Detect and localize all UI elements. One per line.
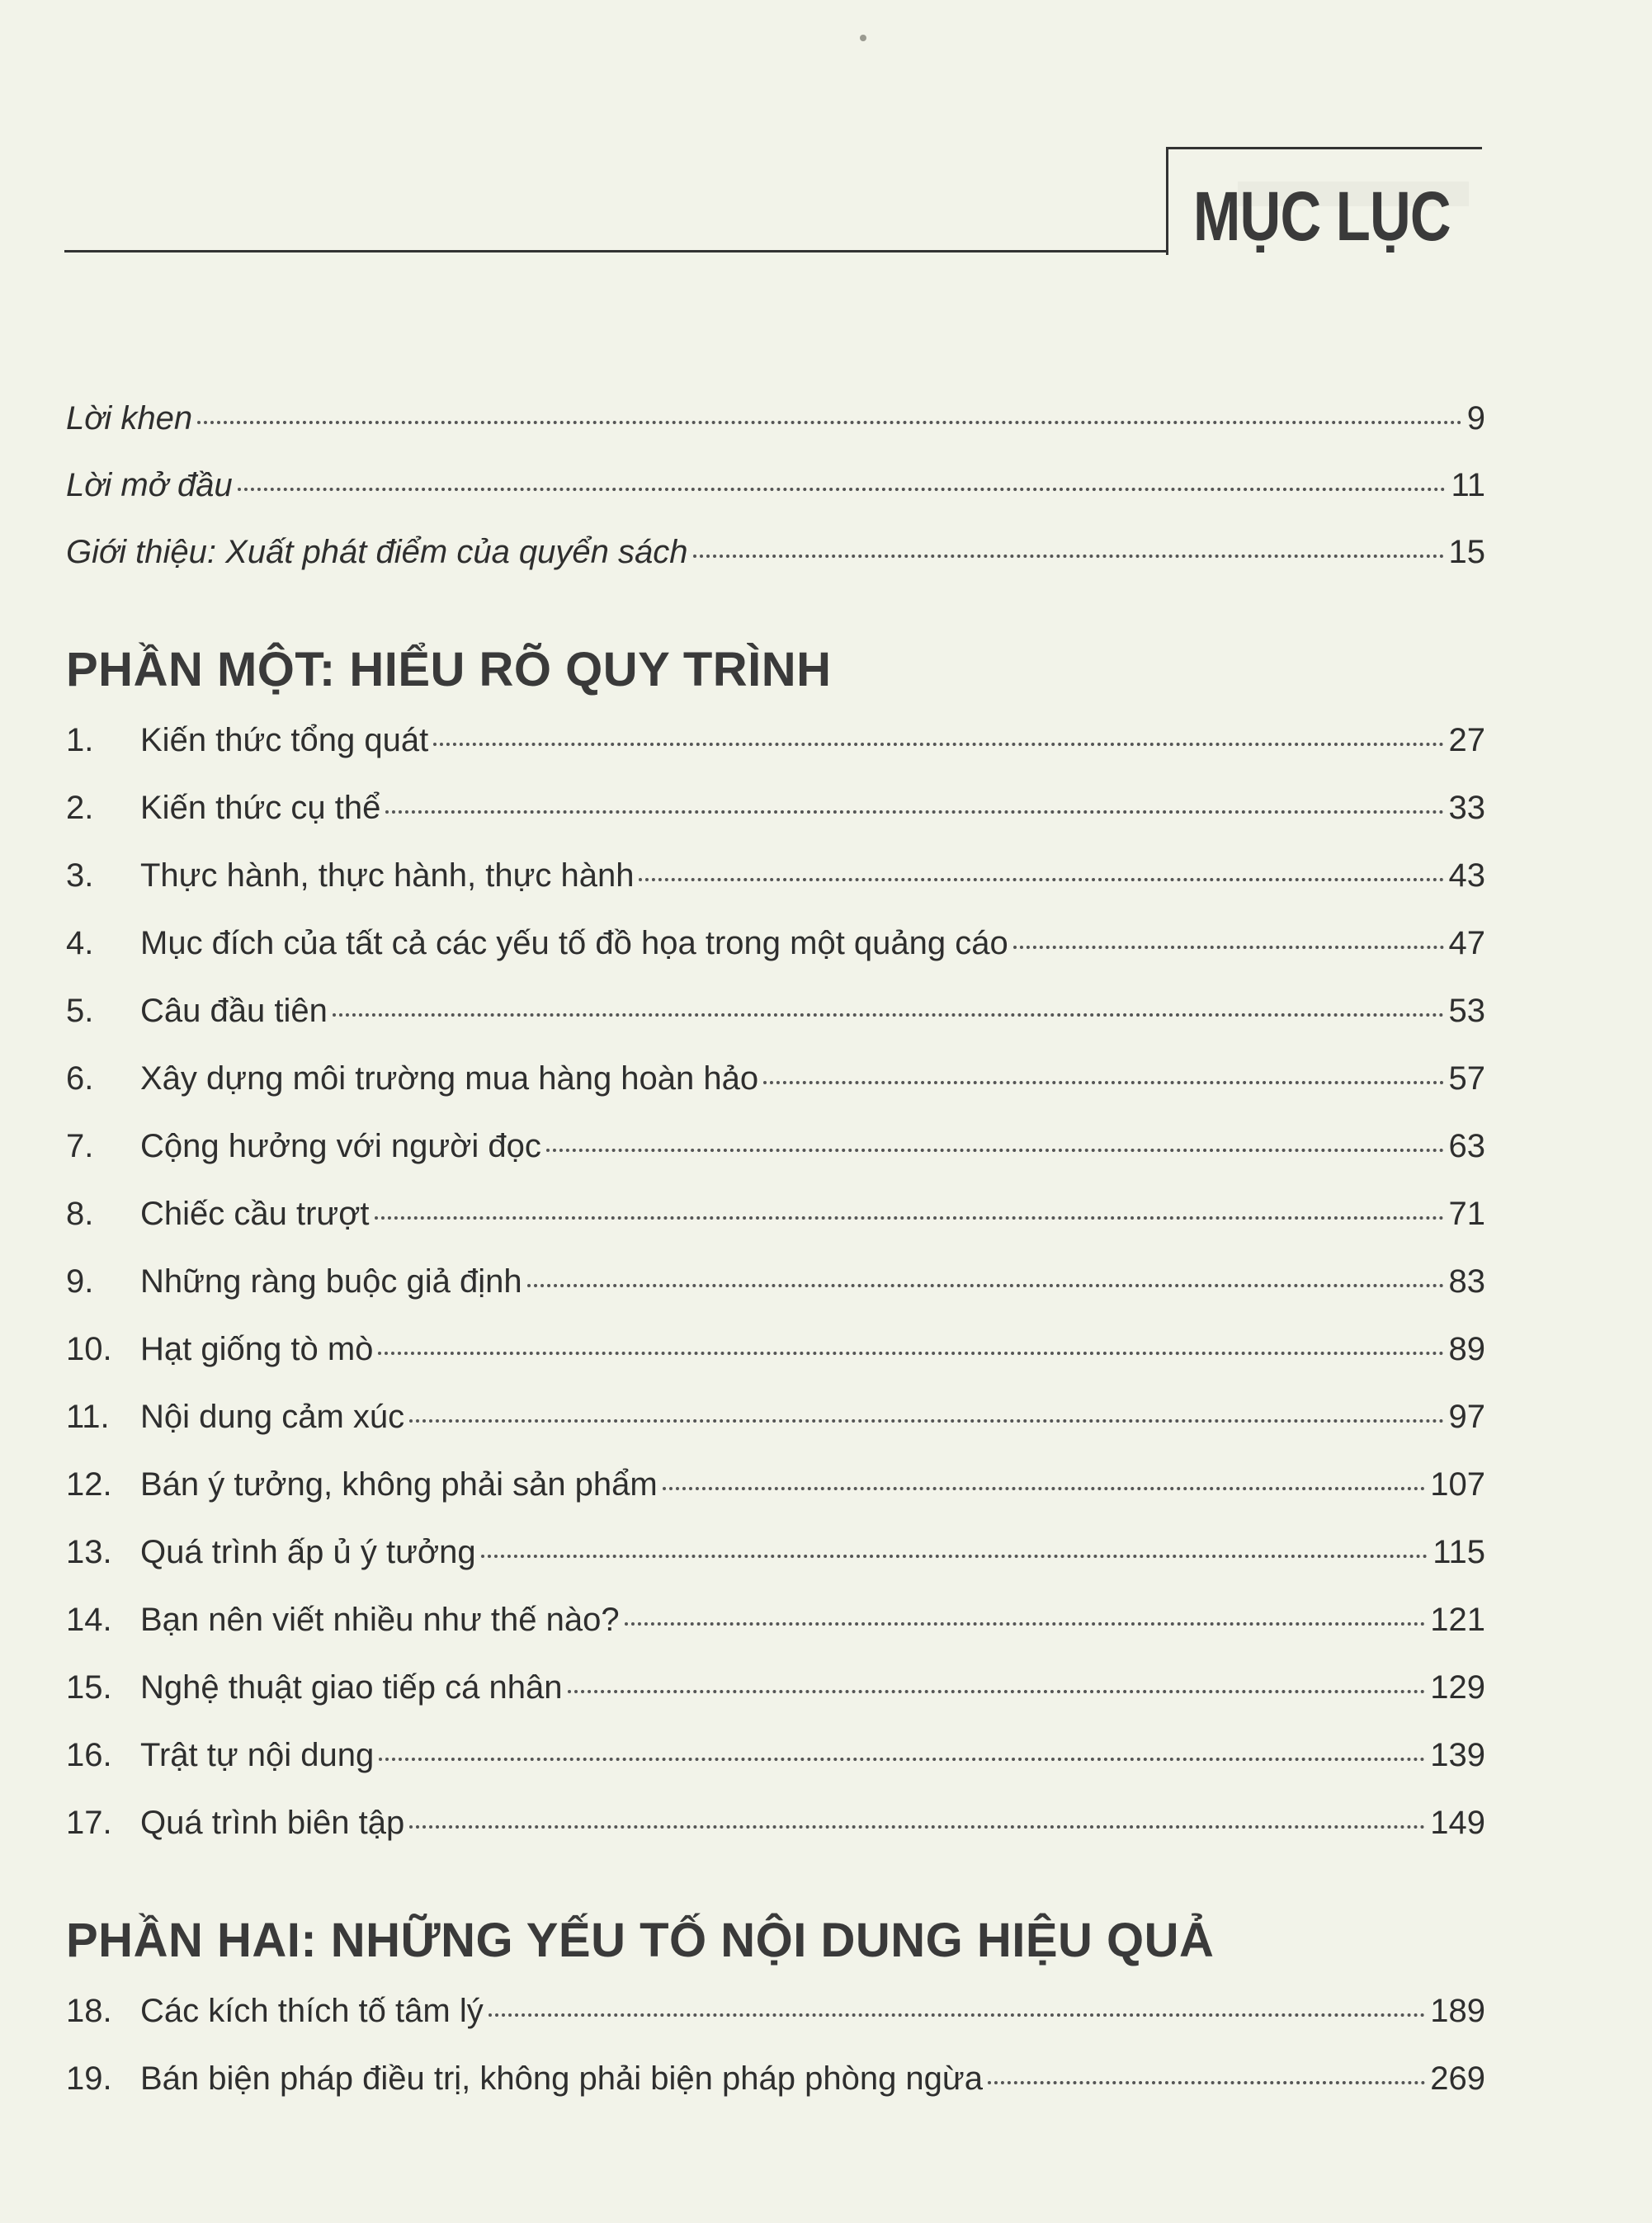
toc-entry <box>66 857 1485 907</box>
entry-title: Nghệ thuật giao tiếp cá nhân <box>140 1669 563 1706</box>
dot-leader <box>409 1825 1425 1829</box>
header-rule <box>64 250 1168 253</box>
entry-page: 149 <box>1430 1805 1485 1841</box>
toc-entry <box>66 1669 1485 1719</box>
toc-entry <box>66 1399 1485 1448</box>
entry-number: 8. <box>66 1196 94 1232</box>
entry-number: 7. <box>66 1128 94 1164</box>
entry-title: Xây dựng môi trường mua hàng hoàn hảo <box>140 1060 759 1097</box>
toc-entry <box>66 790 1485 839</box>
entry-title: Hạt giống tò mò <box>140 1331 374 1367</box>
entry-title: Câu đầu tiên <box>140 993 328 1029</box>
dot-leader <box>663 1487 1426 1490</box>
entry-number: 5. <box>66 993 94 1029</box>
toc-entry <box>66 1466 1485 1516</box>
entry-number: 18. <box>66 1993 112 2029</box>
entry-page: 97 <box>1448 1399 1485 1435</box>
entry-title: Lời mở đầu <box>66 467 233 503</box>
entry-title: Thực hành, thực hành, thực hành <box>140 857 635 894</box>
toc-entry <box>66 1263 1485 1313</box>
dot-leader <box>481 1555 1428 1558</box>
part-one-heading: PHẦN MỘT: HIỂU RÕ QUY TRÌNH <box>66 643 832 696</box>
entry-page: 83 <box>1448 1263 1485 1300</box>
dot-leader <box>379 1758 1425 1761</box>
entry-page: 43 <box>1448 857 1485 894</box>
toc-entry <box>66 400 1485 450</box>
toc-entry <box>66 1602 1485 1651</box>
entry-title: Trật tự nội dung <box>140 1737 375 1773</box>
toc-entry <box>66 2060 1485 2110</box>
dot-leader <box>988 2081 1425 2084</box>
toc-entry <box>66 1534 1485 1583</box>
paper-speck <box>860 35 866 41</box>
entry-title: Mục đích của tất cả các yếu tố đồ họa trong một quảng cáo <box>140 925 1008 961</box>
entry-number: 11. <box>66 1399 110 1435</box>
entry-number: 12. <box>66 1466 112 1503</box>
entry-page: 115 <box>1433 1534 1485 1570</box>
page-title: MỤC LỤC <box>1193 177 1451 255</box>
dot-leader <box>763 1081 1443 1084</box>
dot-leader <box>1013 946 1444 949</box>
dot-leader <box>375 1216 1444 1220</box>
entry-number: 2. <box>66 790 94 826</box>
toc-entry <box>66 1805 1485 1854</box>
entry-title: Chiếc cầu trượt <box>140 1196 370 1232</box>
dot-leader <box>546 1149 1444 1152</box>
entry-page: 15 <box>1448 534 1485 570</box>
dot-leader <box>433 743 1443 746</box>
entry-title: Kiến thức tổng quát <box>140 722 429 758</box>
toc-entry <box>66 925 1485 975</box>
entry-number: 9. <box>66 1263 94 1300</box>
dot-leader <box>238 488 1447 491</box>
entry-number: 15. <box>66 1669 112 1706</box>
entry-page: 11 <box>1451 467 1485 503</box>
entry-number: 19. <box>66 2060 112 2097</box>
toc-entry <box>66 1331 1485 1381</box>
entry-number: 1. <box>66 722 94 758</box>
entry-page: 71 <box>1448 1196 1485 1232</box>
entry-title: Các kích thích tố tâm lý <box>140 1993 484 2029</box>
entry-number: 14. <box>66 1602 112 1638</box>
entry-number: 17. <box>66 1805 112 1841</box>
entry-title: Cộng hưởng với người đọc <box>140 1128 541 1164</box>
entry-title: Lời khen <box>66 400 193 437</box>
entry-page: 9 <box>1466 400 1485 437</box>
dot-leader <box>693 555 1444 558</box>
entry-page: 107 <box>1430 1466 1485 1503</box>
entry-page: 53 <box>1448 993 1485 1029</box>
entry-number: 6. <box>66 1060 94 1097</box>
dot-leader <box>385 810 1443 814</box>
entry-number: 10. <box>66 1331 112 1367</box>
toc-entry <box>66 993 1485 1042</box>
dot-leader <box>197 421 1462 424</box>
dot-leader <box>333 1013 1444 1017</box>
entry-title: Bạn nên viết nhiều như thế nào? <box>140 1602 620 1638</box>
dot-leader <box>378 1352 1443 1355</box>
entry-title: Quá trình biên tập <box>140 1805 405 1841</box>
entry-page: 33 <box>1448 790 1485 826</box>
entry-title: Bán biện pháp điều trị, không phải biện pháp phòng ngừa <box>140 2060 983 2097</box>
entry-title: Những ràng buộc giả định <box>140 1263 522 1300</box>
entry-page: 47 <box>1448 925 1485 961</box>
part-two-heading: PHẦN HAI: NHỮNG YẾU TỐ NỘI DUNG HIỆU QUẢ <box>66 1914 1215 1967</box>
entry-page: 129 <box>1430 1669 1485 1706</box>
entry-title: Nội dung cảm xúc <box>140 1399 405 1435</box>
dot-leader <box>409 1419 1443 1423</box>
dot-leader <box>527 1284 1444 1287</box>
entry-page: 121 <box>1430 1602 1485 1638</box>
dot-leader <box>639 878 1443 881</box>
dot-leader <box>489 2013 1426 2017</box>
entry-title: Kiến thức cụ thể <box>140 790 381 826</box>
entry-number: 3. <box>66 857 94 894</box>
dot-leader <box>625 1622 1426 1626</box>
entry-number: 4. <box>66 925 94 961</box>
entry-page: 89 <box>1448 1331 1485 1367</box>
toc-entry <box>66 722 1485 772</box>
toc-entry <box>66 1128 1485 1178</box>
entry-number: 13. <box>66 1534 112 1570</box>
toc-entry <box>66 1196 1485 1245</box>
entry-title: Giới thiệu: Xuất phát điểm của quyển sách <box>66 534 688 570</box>
entry-page: 57 <box>1448 1060 1485 1097</box>
toc-entry <box>66 534 1485 583</box>
entry-number: 16. <box>66 1737 112 1773</box>
entry-page: 27 <box>1448 722 1485 758</box>
entry-page: 269 <box>1430 2060 1485 2097</box>
toc-entry <box>66 1060 1485 1110</box>
toc-entry <box>66 1993 1485 2042</box>
entry-title: Bán ý tưởng, không phải sản phẩm <box>140 1466 658 1503</box>
entry-page: 139 <box>1430 1737 1485 1773</box>
toc-entry <box>66 1737 1485 1786</box>
toc-entry <box>66 467 1485 517</box>
entry-page: 189 <box>1430 1993 1485 2029</box>
entry-page: 63 <box>1448 1128 1485 1164</box>
dot-leader <box>568 1690 1426 1693</box>
entry-title: Quá trình ấp ủ ý tưởng <box>140 1534 476 1570</box>
